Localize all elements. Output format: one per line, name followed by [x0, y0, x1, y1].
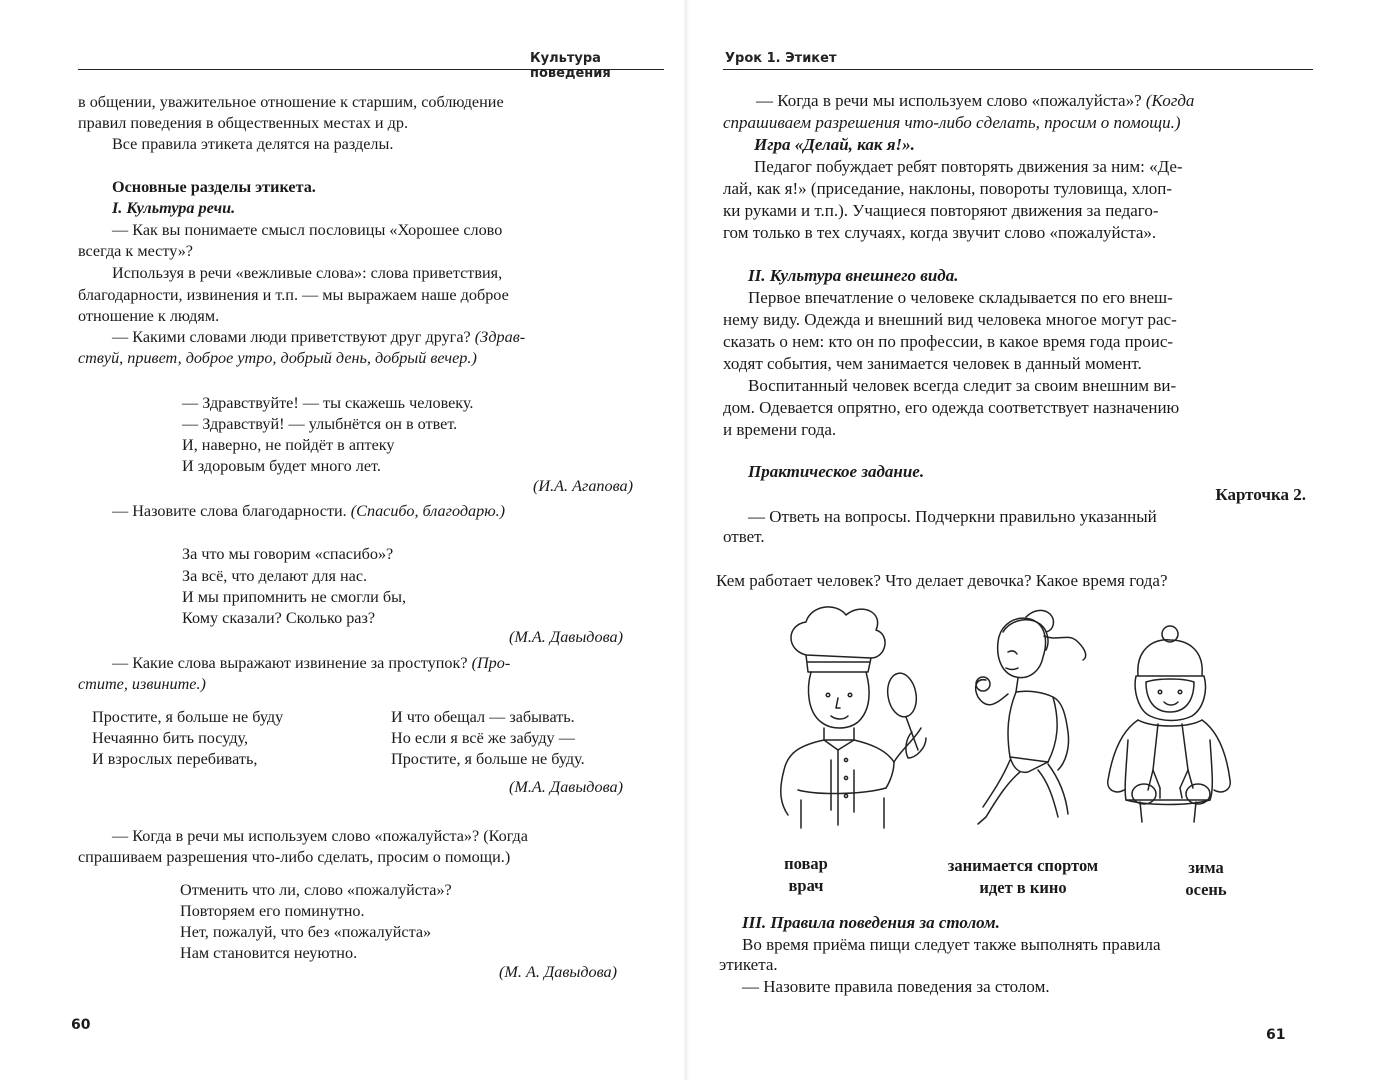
text-line: стите, извините.)	[78, 675, 206, 693]
poem-line: И мы припомнить не смогли бы,	[182, 588, 407, 606]
poem-line: Повторяем его поминутно.	[180, 902, 365, 920]
text-line: дом. Одевается опрятно, его одежда соответствует назначению	[723, 398, 1180, 417]
text-line: и времени года.	[723, 420, 837, 439]
text-line: всегда к месту»?	[78, 242, 193, 260]
text-line: Все правила этикета делятся на разделы.	[112, 135, 394, 153]
poem-line: За что мы говорим «спасибо»?	[182, 545, 394, 563]
poem-line: И что обещал — забывать.	[391, 708, 575, 726]
poem-line: Но если я всё же забуду —	[391, 729, 575, 747]
text-line: — Когда в речи мы используем слово «пожалуйста»? (Когда	[112, 827, 528, 845]
text-line: нему виду. Одежда и внешний вид человека многое могут рас-	[723, 310, 1177, 329]
text-line: ходят события, чем занимается человек в данный момент.	[723, 354, 1142, 373]
poem-author: (М. А. Давыдова)	[499, 963, 618, 981]
text-line: сказать о нем: кто он по профессии, в какое время года проис-	[723, 332, 1174, 351]
poem-line: И здоровым будет много лет.	[182, 457, 381, 475]
text-line: в общении, уважительное отношение к старшим, соблюдение	[78, 93, 504, 111]
text-line: — Когда в речи мы используем слово «пожалуйста»? (Когда	[756, 91, 1195, 110]
poem-line: — Здравствуй! — улыбнётся он в ответ.	[182, 415, 458, 433]
text-line: спрашиваем разрешения что-либо сделать, просим о помощи.)	[723, 113, 1181, 132]
poem-line: — Здравствуйте! — ты скажешь человеку.	[182, 394, 474, 412]
winter-child-icon	[1098, 620, 1258, 830]
text-line: Воспитанный человек всегда следит за своим внешним ви-	[748, 376, 1177, 395]
text-line: — Какие слова выражают извинение за проступок? (Про-	[112, 654, 511, 672]
poem-line: Нет, пожалуй, что без «пожалуйста»	[180, 923, 432, 941]
page-number: 60	[71, 1017, 91, 1033]
text-line: отношение к людям.	[78, 307, 220, 325]
running-header: Культура поведения	[530, 51, 611, 81]
running-header: Урок 1. Этикет	[725, 51, 837, 66]
text-line: — Назовите правила поведения за столом.	[742, 977, 1050, 996]
task-heading: Практическое задание.	[748, 462, 925, 481]
task-questions: Кем работает человек? Что делает девочка? Какое время года?	[716, 571, 1168, 590]
text-line: — Назовите слова благодарности. (Спасибо, благодарю.)	[112, 502, 506, 520]
text-line: — Как вы понимаете смысл пословицы «Хорошее слово	[112, 221, 503, 239]
poem-author: (М.А. Давыдова)	[509, 628, 623, 646]
page-number: 61	[1266, 1027, 1286, 1043]
text-line: — Ответь на вопросы. Подчеркни правильно указанный	[748, 507, 1157, 526]
caption-girl: занимается спортом идет в кино	[947, 856, 1099, 897]
text-line: правил поведения в общественных местах и др.	[78, 114, 408, 132]
text-line: лай, как я!» (приседание, наклоны, повороты туловища, хлоп-	[723, 179, 1173, 198]
poem-line: Нечаянно бить посуду,	[92, 729, 249, 747]
text-line: благодарности, извинения и т.п. — мы выражаем наше доброе	[78, 286, 509, 304]
caption-season: зима осень	[1185, 858, 1227, 899]
caption-chef: повар врач	[784, 854, 828, 895]
text-line: ствуй, привет, доброе утро, добрый день, добрый вечер.)	[78, 349, 477, 367]
section-heading: III. Правила поведения за столом.	[742, 913, 1000, 932]
game-heading: Игра «Делай, как я!».	[754, 135, 915, 154]
card-title: Карточка 2.	[1215, 485, 1306, 504]
text-line: гом только в тех случаях, когда звучит слово «пожалуйста».	[723, 223, 1157, 242]
right-page	[686, 0, 1373, 1080]
poem-line: Простите, я больше не буду.	[391, 750, 585, 768]
section-heading: I. Культура речи.	[112, 199, 236, 217]
poem-line: За всё, что делают для нас.	[182, 567, 368, 585]
poem-line: Нам становится неуютно.	[180, 944, 358, 962]
poem-line: Отменить что ли, слово «пожалуйста»?	[180, 881, 452, 899]
text-line: — Какими словами люди приветствуют друг друга? (Здрав-	[112, 328, 526, 346]
text-line: этикета.	[719, 955, 778, 974]
text-line: ки руками и т.п.). Учащиеся повторяют движения за педаго-	[723, 201, 1159, 220]
running-girl-icon	[948, 602, 1108, 830]
text-line: Во время приёма пищи следует также выполнять правила	[742, 935, 1161, 954]
left-page	[0, 0, 686, 1080]
chef-icon	[776, 600, 946, 830]
poem-line: И взрослых перебивать,	[92, 750, 258, 768]
text-line: Используя в речи «вежливые слова»: слова приветствия,	[112, 264, 503, 282]
text-line: Первое впечатление о человеке складывается по его внеш-	[748, 288, 1173, 307]
poem-author: (И.А. Агапова)	[533, 477, 633, 495]
header-rule	[723, 69, 1313, 70]
poem-line: И, наверно, не пойдёт в аптеку	[182, 436, 395, 454]
text-line: Педагог побуждает ребят повторять движения за ним: «Де-	[754, 157, 1183, 176]
poem-line: Кому сказали? Сколько раз?	[182, 609, 376, 627]
header-rule	[78, 69, 664, 70]
section-title: Основные разделы этикета.	[112, 178, 316, 196]
text-line: ответ.	[723, 527, 765, 546]
poem-line: Простите, я больше не буду	[92, 708, 284, 726]
poem-author: (М.А. Давыдова)	[509, 778, 623, 796]
section-heading: II. Культура внешнего вида.	[748, 266, 959, 285]
text-line: спрашиваем разрешения что-либо сделать, просим о помощи.)	[78, 848, 511, 866]
